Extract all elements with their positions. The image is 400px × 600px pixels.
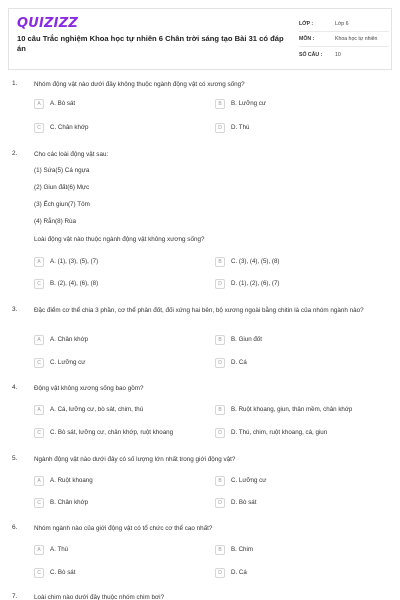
option-a[interactable] [34,98,75,109]
option-letter-box: A [34,257,44,267]
option-text: A. Ruột khoang [50,477,93,484]
option-letter-box: B [215,476,225,486]
question-number: 6. [12,524,18,531]
option-text: A. (1), (3), (5), (7) [50,258,99,265]
meta-value: Khoa học tự nhiên [335,36,378,42]
option-text: B. Giun đốt [231,336,262,343]
question-text: Đặc điểm cơ thể chia 3 phần, cơ thể phân đốt, đối xứng hai bên, bộ xương ngoài bằng chitin là của nhóm ngành nào? [34,307,364,314]
option-letter-box: C [34,123,44,133]
question-sub-line: (4) Rắn(8) Rùa [34,218,76,225]
option-letter-box: D [215,279,225,289]
quizizz-logo: QUIZIZZ [17,16,78,31]
option-letter-box: B [215,257,225,267]
question-sub-line: (3) Ếch giun(7) Tôm [34,201,90,208]
option-letter-box: C [34,568,44,578]
option-text: D. Thú [231,124,250,131]
meta-key: LỚP : [299,21,314,27]
option-letter-box: A [34,405,44,415]
meta-value: Lớp 6 [335,21,349,27]
option-c[interactable] [34,497,88,508]
option-a[interactable] [34,475,93,486]
question-sub-line: (1) Sứa(5) Cá ngựa [34,167,90,174]
question-number: 1. [12,80,18,87]
option-letter-box: C [34,428,44,438]
option-text: B. Ruột khoang, giun, thân mềm, chân khớp [231,406,353,413]
option-d[interactable] [215,567,247,578]
option-letter-box: C [34,498,44,508]
option-letter-box: A [34,335,44,345]
question-text: Ngành động vật nào dưới đây có số lượng lớn nhất trong giới động vật? [34,456,236,463]
worksheet-header [8,8,392,70]
option-c[interactable] [34,427,173,438]
option-letter-box: A [34,476,44,486]
option-b[interactable] [215,544,253,555]
option-c[interactable] [34,278,98,289]
option-text: B. Chim [231,546,254,553]
question-number: 2. [12,150,18,157]
option-b[interactable] [215,256,279,267]
option-letter-box: B [215,99,225,109]
option-text: C. (3), (4), (5), (8) [231,258,280,265]
option-d[interactable] [215,278,279,289]
option-text: B. Chân khớp [50,499,89,506]
option-d[interactable] [215,122,249,133]
option-letter-box: D [215,123,225,133]
option-text: B. (2), (4), (6), (8) [50,280,99,287]
question-text: Nhóm ngành nào của giới động vật có tổ chức cơ thể cao nhất? [34,525,213,532]
option-text: D. Bò sát [231,499,257,506]
option-letter-box: D [215,568,225,578]
option-d[interactable] [215,497,256,508]
option-text: C. Lưỡng cư [231,477,267,484]
meta-value: 10 [335,51,341,58]
option-text: A. Bò sát [50,100,76,107]
meta-row-grade [299,17,389,32]
worksheet-title: 10 câu Trắc nghiệm Khoa học tự nhiên 6 Chân trời sáng tạo Bài 31 có đáp án [17,34,284,53]
option-text: C. Bò sát [50,569,76,576]
option-a[interactable] [34,404,143,415]
option-letter-box: A [34,545,44,555]
option-b[interactable] [215,98,266,109]
option-text: A. Thú [50,546,69,553]
option-letter-box: A [34,99,44,109]
option-letter-box: B [215,545,225,555]
question-text: Cho các loài động vật sau: [34,151,109,158]
option-letter-box: B [215,335,225,345]
worksheet-meta [299,17,389,62]
option-text: C. Lưỡng cư [50,359,86,366]
option-letter-box: D [215,358,225,368]
option-d[interactable] [215,427,327,438]
option-a[interactable] [34,334,88,345]
question-number: 7. [12,593,18,600]
option-letter-box: B [215,405,225,415]
option-text: D. (1), (2), (6), (7) [231,280,280,287]
option-text: D. Cá [231,359,247,366]
option-b[interactable] [215,475,266,486]
option-text: C. Bò sát, lưỡng cư, chân khớp, ruột khoang [50,429,174,436]
question-number: 3. [12,306,18,313]
option-a[interactable] [34,256,98,267]
option-c[interactable] [34,357,85,368]
option-text: D. Thú, chim, ruột khoang, cá, giun [231,429,328,436]
question-sub-line: Loài động vật nào thuộc ngành động vật không xương sống? [34,236,205,243]
question-sub-line: (2) Giun đất(6) Mực [34,184,90,191]
option-a[interactable] [34,544,68,555]
option-letter-box: C [34,358,44,368]
option-text: D. Cá [231,569,247,576]
meta-key: SỐ CÂU : [299,51,323,58]
question-number: 4. [12,384,18,391]
option-letter-box: C [34,279,44,289]
option-d[interactable] [215,357,247,368]
question-text: Nhóm động vật nào dưới đây không thuộc ngành động vật có xương sống? [34,81,245,88]
meta-row-subject [299,32,389,47]
option-text: A. Chân khớp [50,336,89,343]
option-b[interactable] [215,404,352,415]
option-letter-box: D [215,498,225,508]
option-letter-box: D [215,428,225,438]
meta-row-count [299,47,389,62]
option-b[interactable] [215,334,262,345]
question-text: Động vật không xương sống bao gồm? [34,385,144,392]
option-text: C. Chân khớp [50,124,89,131]
question-number: 5. [12,455,18,462]
option-c[interactable] [34,122,88,133]
option-text: B. Lưỡng cư [231,100,267,107]
question-text: Loài chim nào dưới đây thuộc nhóm chim bơi? [34,594,165,600]
option-text: A. Cá, lưỡng cư, bò sát, chim, thú [50,406,144,413]
option-c[interactable] [34,567,75,578]
meta-key: MÔN : [299,36,315,42]
